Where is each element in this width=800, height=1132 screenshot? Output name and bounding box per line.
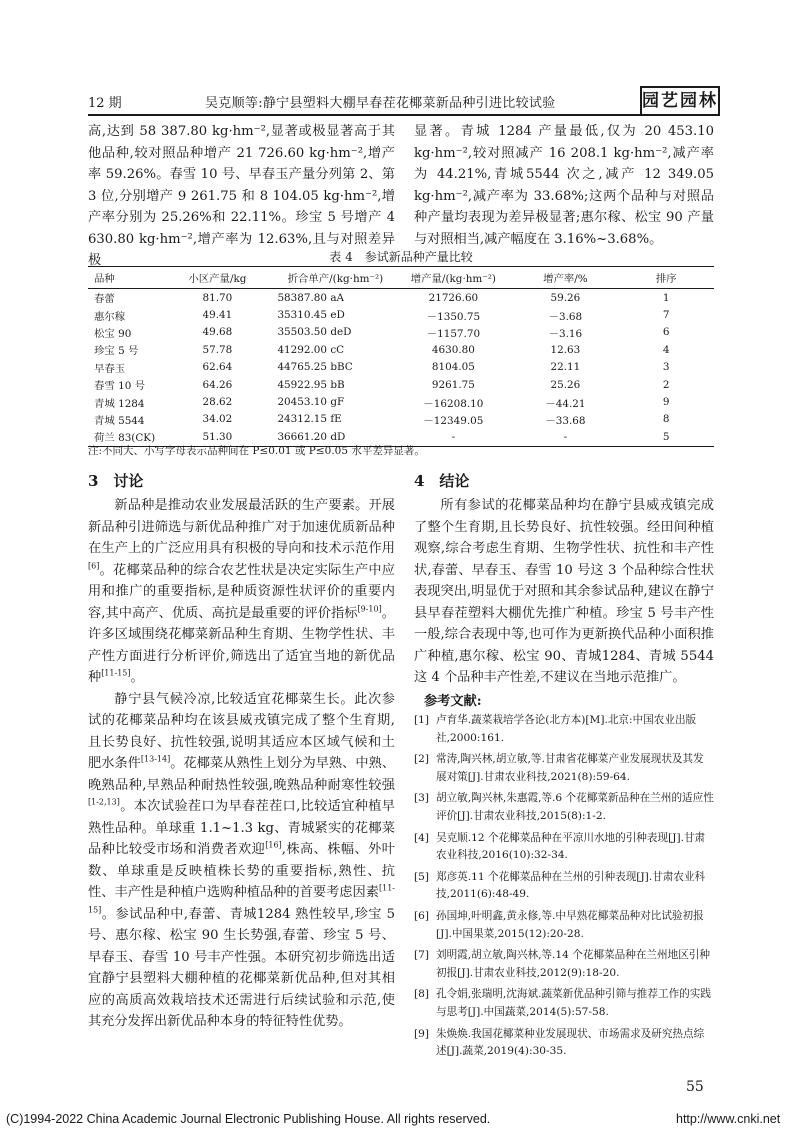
table-row bbox=[88, 359, 714, 376]
reference-item bbox=[414, 947, 714, 982]
citation: [6] bbox=[88, 561, 100, 571]
cell-plot-yield: 49.41 bbox=[202, 309, 233, 322]
references-list bbox=[414, 712, 714, 1065]
cell-rank: 7 bbox=[662, 309, 670, 322]
cell-rank: 3 bbox=[662, 361, 670, 374]
cell-variety: 荷兰 83(CK) bbox=[88, 428, 177, 446]
reference-text: 孙国坤,叶明鑫,黄永修,等.中早熟花椰菜品种对比试验初报[J].中国果菜,2015(12):20-28. bbox=[436, 909, 704, 940]
cell-rank: 9 bbox=[662, 396, 670, 409]
reference-number: [6] bbox=[414, 909, 430, 922]
cell-converted-yield: 35503.50 deD bbox=[277, 326, 352, 339]
yield-comparison-table bbox=[88, 266, 714, 447]
table-row bbox=[88, 376, 714, 393]
reference-text: 刘明霞,胡立敏,陶兴林,等.14 个花椰菜品种在兰州地区引种初报[J].甘肃农业科技,2012(9):18-20. bbox=[436, 949, 710, 979]
cell-converted-yield: 41292.00 cC bbox=[277, 343, 345, 356]
cell-plot-yield: 81.70 bbox=[202, 291, 233, 304]
copyright-footer: (C)1994-2022 China Academic Journal Electronic Publishing House. All rights reserved. bbox=[6, 1112, 491, 1126]
cell-plot-yield: 34.02 bbox=[202, 413, 233, 426]
running-title: 吴克顺等:静宁县塑料大棚早春茬花椰菜新品种引进比较试验 bbox=[205, 96, 556, 111]
cell-variety: 青城 5544 bbox=[94, 414, 145, 427]
reference-item bbox=[414, 869, 714, 904]
reference-number: [7] bbox=[414, 949, 430, 962]
cell-yield-increase: 21726.60 bbox=[428, 291, 479, 304]
cell-converted-yield: 58387.80 aA bbox=[277, 291, 345, 304]
reference-number: [3] bbox=[414, 792, 430, 805]
cell-increase-rate: －3.68 bbox=[548, 310, 583, 323]
cell-yield-increase: 9261.75 bbox=[431, 378, 475, 391]
cell-yield-increase: －16208.10 bbox=[423, 397, 484, 410]
discussion-paragraph: 静宁县气候冷凉,比较适宜花椰菜生长。此次参试的花椰菜品种均在该县威戎镇完成了整个生育期,且长势良好、抗性较强,说明其适应本区域气候和土肥水条件[13-14]。花椰菜从熟性上划分为早熟、中熟、晚熟品种,早熟品种耐热性较强,晚熟品种耐寒性较强[1-2,13]。本次试验茬口为早春茬茬口,比较适宜种植早熟性品种。单球重 1.1~1.3 kg、青城紧实的花椰菜品种比较受市场和消费者欢迎[16],株高、株幅、外叶数、单球重是反映植株长势的重要指标,熟性、抗性、丰产性是种植户选购种植品种的首要考虑因素[11-15]。参试品种中,春蕾、青城1284 熟性较早,珍宝 5 号、惠尔稼、松宝 90 生长势强,春蕾、珍宝 5 号、早春玉、春雪 10 号丰产性强。本研究初步筛选出适宜静宁县塑料大棚种植的花椰菜新优品种,但对其相应的高质高效栽培技术还需进行后续试验和示范,使其充分发挥出新优品种本身的特征特性优势。 bbox=[88, 691, 396, 1029]
cell-rank: 1 bbox=[662, 291, 670, 304]
cell-variety: 珍宝 5 号 bbox=[94, 345, 139, 358]
discussion-body bbox=[88, 495, 395, 1033]
cell-variety: 春雪 10 号 bbox=[94, 380, 145, 393]
reference-item bbox=[414, 1026, 714, 1061]
reference-number: [4] bbox=[414, 831, 430, 844]
cell-converted-yield: 35310.45 eD bbox=[277, 309, 345, 322]
reference-text: 常涛,陶兴林,胡立敏,等.甘肃省花椰菜产业发展现状及其发展对策[J].甘肃农业科技,2021(8):59-64. bbox=[436, 753, 704, 783]
cell-yield-increase: 4630.80 bbox=[431, 343, 475, 356]
citation: [16] bbox=[265, 840, 282, 850]
cell-increase-rate: 25.26 bbox=[550, 378, 581, 391]
table-header-row bbox=[88, 267, 714, 289]
cell-yield-increase: －12349.05 bbox=[423, 414, 484, 427]
cell-plot-yield: 49.68 bbox=[202, 326, 233, 339]
cell-rank: 4 bbox=[662, 343, 670, 356]
cell-rank: 8 bbox=[662, 413, 670, 426]
cell-converted-yield: 36661.20 dD bbox=[257, 428, 394, 446]
cell-variety: 松宝 90 bbox=[94, 327, 132, 340]
cell-increase-rate: －33.68 bbox=[545, 414, 586, 427]
citation: [13-14] bbox=[140, 754, 171, 764]
col-header-yield-increase: 增产量/(kg·hm⁻²) bbox=[394, 267, 512, 289]
col-header-increase-rate: 增产率/% bbox=[512, 267, 618, 289]
cell-increase-rate: 22.11 bbox=[550, 361, 581, 374]
reference-item bbox=[414, 751, 714, 786]
cell-increase-rate: - bbox=[512, 428, 618, 446]
table-caption: 表 4 参试新品种产量比较 bbox=[329, 250, 473, 264]
intro-right-paragraph: 显著。青城 1284 产量最低,仅为 20 453.10 kg·hm⁻²,较对照减产 16 208.1 kg·hm⁻²,减产率为 44.21%,青城5544 次之,减产 12 349.05 kg·hm⁻²,减产率为 33.68%;这两个品种与对照品种产量均表现为差异极显著;惠尔稼、松宝 90 产量与对照相当,减产幅度在 3.16%~3.68%。 bbox=[414, 124, 714, 247]
reference-number: [8] bbox=[414, 988, 430, 1001]
table-row bbox=[88, 306, 714, 323]
table-row bbox=[88, 341, 714, 358]
table-row bbox=[88, 324, 714, 341]
cell-rank: 6 bbox=[662, 326, 670, 339]
cell-rank: 5 bbox=[618, 428, 714, 446]
reference-number: [9] bbox=[414, 1027, 430, 1040]
cell-variety: 惠尔稼 bbox=[94, 310, 126, 323]
col-header-variety: 品种 bbox=[88, 267, 177, 289]
discussion-paragraph: 新品种是推动农业发展最活跃的生产要素。开展新品种引进筛选与新优品种推广对于加速优质新品种在生产上的广泛应用具有积极的导向和技术示范作用[6]。花椰菜品种的综合农艺性状是决定实际生产中应用和推广的重要指标,是种质资源性状评价的重要内容,其中高产、优质、高抗是最重要的评价指标[9-10]。许多区域围绕花椰菜新品种生育期、生物学性状、丰产性方面进行分析评价,筛选出了适宜当地的新优品种[11-15]。 bbox=[88, 498, 395, 685]
cell-plot-yield: 57.78 bbox=[202, 343, 233, 356]
col-header-rank: 排序 bbox=[618, 267, 714, 289]
citation: [11-15] bbox=[88, 883, 395, 915]
reference-number: [5] bbox=[414, 870, 430, 883]
cell-increase-rate: 59.26 bbox=[550, 291, 581, 304]
conclusion-body bbox=[414, 495, 714, 689]
reference-text: 朱焕焕.我国花椰菜种业发展现状、市场需求及研究热点综述[J].蔬菜,2019(4):30-35. bbox=[436, 1027, 705, 1058]
reference-item bbox=[414, 830, 714, 865]
cell-yield-increase: －1157.70 bbox=[426, 327, 481, 340]
reference-item bbox=[414, 790, 714, 825]
discussion-heading: 3 讨论 bbox=[88, 472, 144, 490]
cell-plot-yield: 64.26 bbox=[202, 378, 233, 391]
col-header-converted-yield: 折合单产/(kg·hm⁻²) bbox=[257, 267, 394, 289]
table-note: 注:不同大、小写字母表示品种间在 P≤0.01 或 P≤0.05 水平差异显著。 bbox=[88, 445, 425, 457]
journal-section-badge: 园艺园林 bbox=[640, 86, 720, 116]
conclusion-heading: 4 结论 bbox=[414, 472, 470, 490]
header-rule bbox=[88, 114, 714, 116]
reference-number: [1] bbox=[414, 714, 430, 726]
cell-yield-increase: －1350.75 bbox=[426, 310, 481, 323]
cell-converted-yield: 24312.15 fE bbox=[277, 413, 342, 426]
cell-variety: 青城 1284 bbox=[94, 397, 145, 410]
citation: [9-10] bbox=[357, 604, 382, 614]
table-row bbox=[88, 393, 714, 410]
table-body bbox=[88, 289, 714, 447]
page-number: 55 bbox=[686, 1079, 704, 1095]
cell-converted-yield: 20453.10 gF bbox=[277, 396, 345, 409]
cnki-url[interactable]: http://www.cnki.net bbox=[676, 1112, 781, 1126]
col-header-plot-yield: 小区产量/kg bbox=[177, 267, 257, 289]
citation: [11-15] bbox=[101, 668, 131, 678]
cell-plot-yield: 51.30 bbox=[177, 428, 257, 446]
reference-text: 孔令娟,张瑞明,沈海斌.蔬菜新优品种引筛与推荐工作的实践与思考[J].中国蔬菜,2014(5):57-58. bbox=[436, 988, 711, 1018]
reference-item bbox=[414, 712, 714, 747]
cell-plot-yield: 62.64 bbox=[202, 361, 233, 374]
cell-increase-rate: －3.16 bbox=[548, 327, 583, 340]
cell-variety: 早春玉 bbox=[94, 362, 126, 375]
cell-variety: 春蕾 bbox=[94, 293, 115, 306]
reference-text: 郑彦英.11 个花椰菜品种在兰州的引种表现[J].甘肃农业科技,2011(6):48-49. bbox=[436, 870, 706, 901]
reference-number: [2] bbox=[414, 753, 430, 766]
reference-text: 胡立敏,陶兴林,朱惠霞,等.6 个花椰菜新品种在兰州的适应性评价[J].甘肃农业科技,2015(8):1-2. bbox=[436, 792, 714, 822]
references-title: 参考文献: bbox=[424, 694, 482, 709]
cell-plot-yield: 28.62 bbox=[202, 396, 233, 409]
issue-number: 12 期 bbox=[88, 96, 122, 111]
reference-text: 卢育华.蔬菜栽培学各论(北方本)[M].北京:中国农业出版社,2000:161. bbox=[436, 714, 697, 744]
cell-yield-increase: 8104.05 bbox=[431, 361, 475, 374]
cell-converted-yield: 44765.25 bBC bbox=[277, 361, 353, 374]
cell-rank: 2 bbox=[662, 378, 670, 391]
cell-converted-yield: 45922.95 bB bbox=[277, 378, 345, 391]
reference-item bbox=[414, 908, 714, 943]
cell-increase-rate: －44.21 bbox=[545, 397, 586, 410]
cell-yield-increase: - bbox=[394, 428, 512, 446]
citation: [1-2,13] bbox=[88, 797, 120, 807]
conclusion-paragraph: 所有参试的花椰菜品种均在静宁县威戎镇完成了整个生育期,且长势良好、抗性较强。经田间种植观察,综合考虑生育期、生物学性状、抗性和丰产性状,春蕾、早春玉、春雪 10 号这 3 个品种综合性状表现突出,明显优于对照和其余参试品种,建议在静宁县早春茬塑料大棚优先推广种植。珍宝 5 号丰产性一般,综合表现中等,也可作为更新换代品种小面积推广种植,惠尔稼、松宝 90、青城1284、青城 5544 这 4 个品种丰产性差,不建议在当地示范推广。 bbox=[414, 498, 714, 685]
table-row bbox=[88, 411, 714, 428]
cell-increase-rate: 12.63 bbox=[550, 343, 581, 356]
intro-left-paragraph: 高,达到 58 387.80 kg·hm⁻²,显著或极显著高于其他品种,较对照品种增产 21 726.60 kg·hm⁻²,增产率 59.26%。春雪 10 号、早春玉产量分列第 2、第 3 位,分别增产 9 261.75 和 8 104.05 kg·hm⁻²,增产率分别为 25.26%和 22.11%。珍宝 5 号增产 4 630.80 kg·hm⁻²,增产率为 12.63%,且与对照差异极 bbox=[88, 124, 395, 268]
reference-text: 吴克顺.12 个花椰菜品种在平凉川水地的引种表现[J].甘肃农业科技,2016(10):32-34. bbox=[436, 831, 706, 862]
reference-item bbox=[414, 986, 714, 1021]
table-row bbox=[88, 289, 714, 307]
